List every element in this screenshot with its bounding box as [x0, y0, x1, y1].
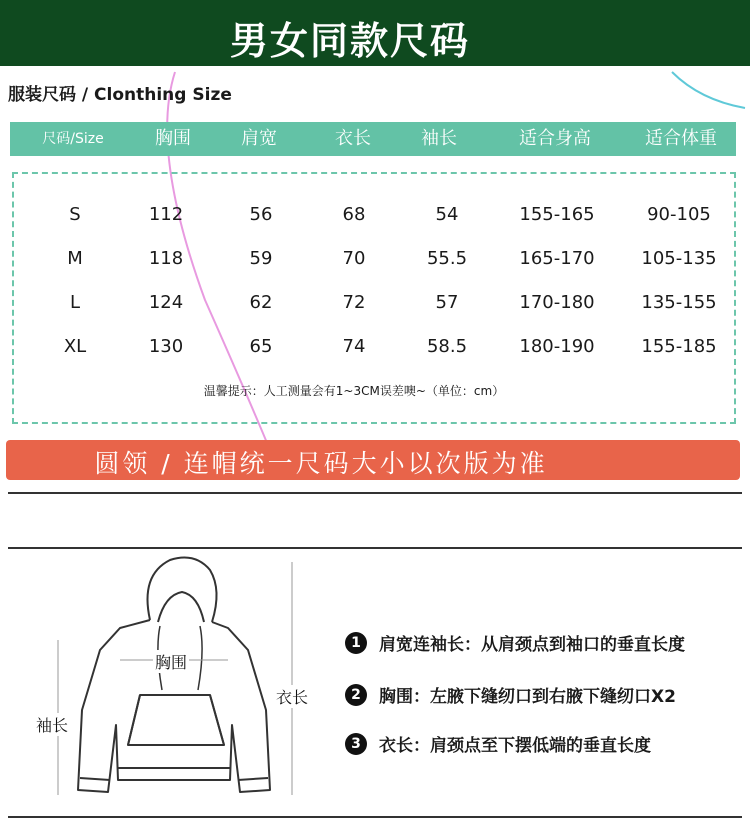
table-header: [10, 122, 736, 156]
header-length: 衣长: [335, 128, 371, 149]
measurement-item: [345, 630, 685, 655]
hood-outline: [148, 558, 217, 622]
measurement-note: 温馨提示：人工测量会有1~3CM误差噢~（单位：cm）: [203, 384, 505, 398]
hood-inner: [158, 592, 204, 622]
table-cell: 68: [342, 204, 366, 225]
pocket-outline: [128, 695, 224, 745]
table-cell: M: [67, 248, 83, 269]
divider: [8, 492, 742, 494]
body-outline: [78, 620, 270, 792]
table-cell: 65: [249, 336, 273, 357]
table-cell: 170-180: [519, 292, 595, 313]
table-cell: 74: [342, 336, 366, 357]
table-cell: 90-105: [647, 204, 711, 225]
measurement-text: 肩宽连袖长：从肩颈点到袖口的垂直长度: [379, 635, 685, 655]
number-badge: 2: [345, 684, 367, 706]
table-cell: 180-190: [519, 336, 595, 357]
header-size: 尺码/Size: [42, 131, 104, 147]
teal-curve: [672, 72, 745, 108]
table-cell: L: [69, 292, 81, 313]
table-cell: 155-165: [519, 204, 595, 225]
table-cell: 59: [249, 248, 273, 269]
table-cell: S: [69, 204, 81, 225]
header-weight: 适合体重: [645, 128, 717, 149]
drawstring-right: [198, 626, 202, 690]
table-cell: 55.5: [426, 248, 468, 269]
header-shoulder: 肩宽: [241, 128, 277, 149]
table-cell: 165-170: [519, 248, 595, 269]
header-sleeve: 袖长: [421, 128, 457, 149]
table-cell: 57: [435, 292, 459, 313]
measurement-item: [345, 731, 651, 756]
number-badge: 1: [345, 632, 367, 654]
table-cell: 58.5: [426, 336, 468, 357]
chest-label: 胸围: [153, 650, 189, 673]
header-chest: 胸围: [155, 128, 191, 149]
notice-text: 圆领 / 连帽统一尺码大小以次版为准: [94, 449, 548, 478]
table-cell: 124: [148, 292, 184, 313]
table-cell: 118: [148, 248, 184, 269]
title-banner: [0, 0, 750, 66]
table-cell: 135-155: [641, 292, 717, 313]
subtitle: 服装尺码 / Clonthing Size: [8, 85, 232, 105]
notice-banner: [6, 440, 740, 480]
table-cell: 130: [148, 336, 184, 357]
divider: [8, 816, 742, 818]
table-cell: XL: [63, 336, 87, 357]
table-cell: 62: [249, 292, 273, 313]
table-cell: 155-185: [641, 336, 717, 357]
number-badge: 3: [345, 733, 367, 755]
table-cell: 112: [148, 204, 184, 225]
length-label: 衣长: [276, 685, 308, 708]
header-height: 适合身高: [519, 128, 591, 149]
table-cell: 56: [249, 204, 273, 225]
table-cell: 54: [435, 204, 459, 225]
sleeve-label: 袖长: [36, 713, 68, 736]
measurement-text: 衣长：肩颈点至下摆低端的垂直长度: [379, 736, 651, 756]
hoodie-diagram: [0, 550, 330, 815]
table-cell: 70: [342, 248, 366, 269]
size-table: [12, 172, 736, 424]
page-title: 男女同款尺码: [229, 19, 470, 63]
measurement-item: [345, 682, 676, 707]
table-cell: 105-135: [641, 248, 717, 269]
divider: [8, 547, 742, 549]
measurement-text: 胸围：左腋下缝纫口到右腋下缝纫口X2: [379, 687, 676, 707]
table-cell: 72: [342, 292, 366, 313]
